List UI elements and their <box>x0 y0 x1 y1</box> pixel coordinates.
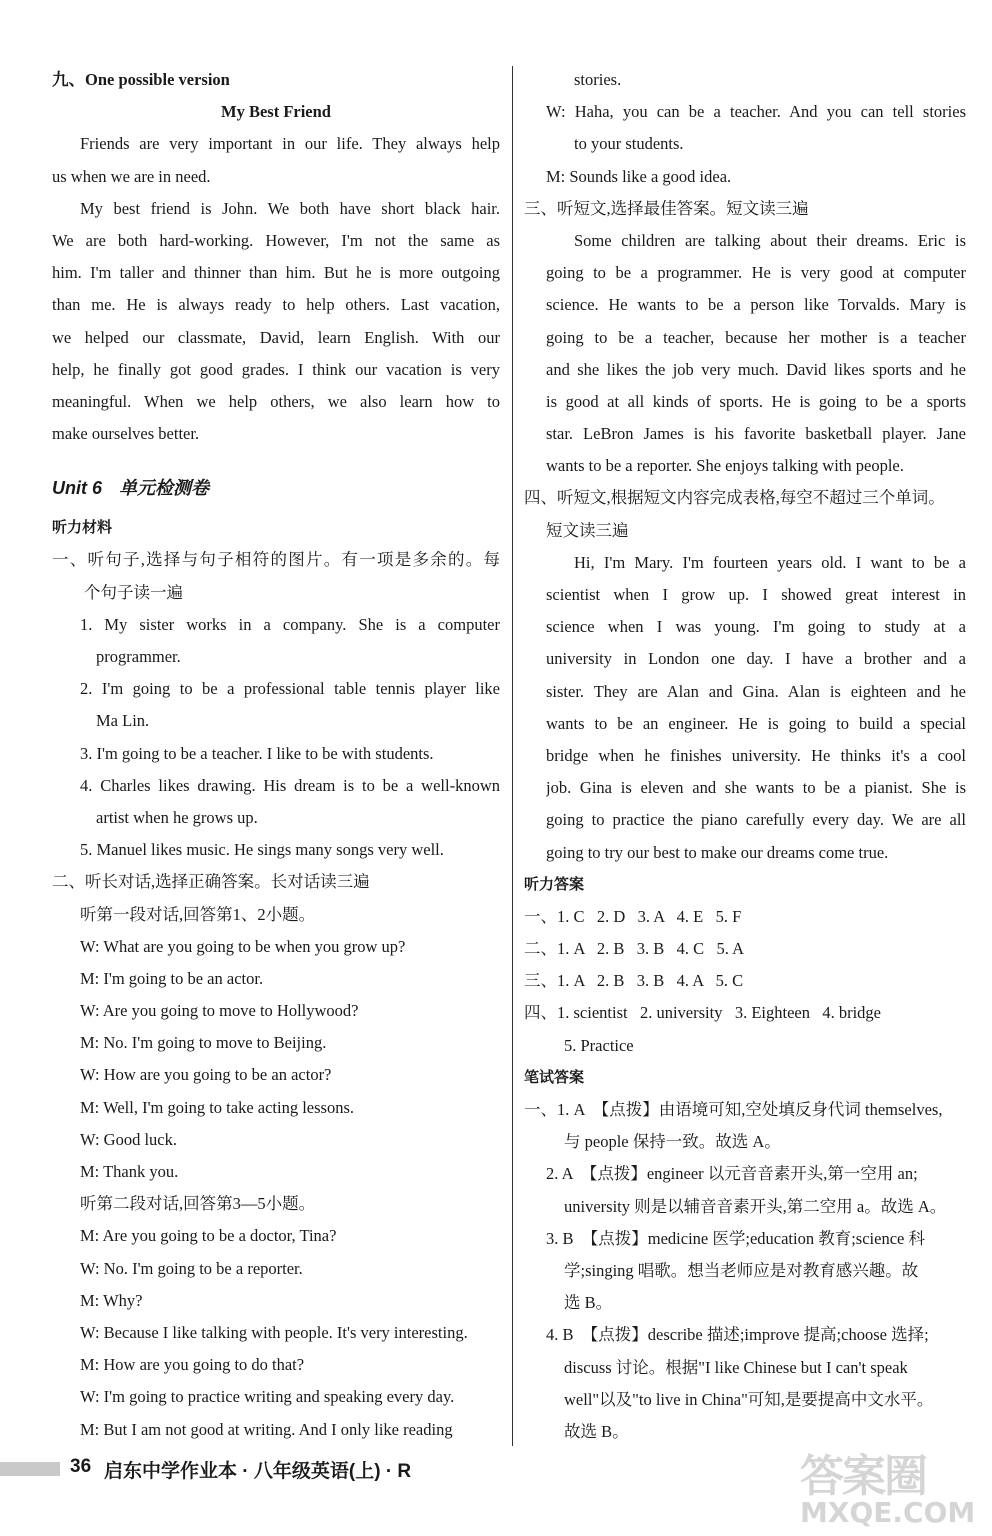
dialog-line: M: Well, I'm going to take acting lessons. <box>80 1097 355 1117</box>
essay-line: than me. He is always ready to help others. Last vacation, <box>52 295 500 315</box>
part-four-heading: 四、听短文,根据短文内容完成表格,每空不超过三个单词。 <box>524 488 945 508</box>
dialog-line: W: Haha, you can be a teacher. And you can tell stories <box>546 102 966 122</box>
dialog-line: stories. <box>574 70 622 89</box>
answer-row: 三、1. A 2. B 3. B 4. A 5. C <box>524 971 744 991</box>
written-answer-line: 一、1. A 【点拨】由语境可知,空处填反身代词 themselves, <box>524 1100 943 1119</box>
part-one-item: 4. Charles likes drawing. His dream is to be a well-known <box>80 775 500 795</box>
part-two-heading: 二、听长对话,选择正确答案。长对话读三遍 <box>52 872 370 892</box>
essay-line: make ourselves better. <box>52 424 200 444</box>
passage-line: Some children are talking about their dreams. Eric is <box>574 230 966 250</box>
written-answer-line: discuss 讨论。根据"I like Chinese but I can't speak <box>564 1357 908 1377</box>
watermark-logo <box>800 1440 980 1530</box>
dialog-line: W: I'm going to practice writing and speaking every day. <box>80 1387 455 1407</box>
written-answer-line: 2. A 【点拨】engineer 以元音音素开头,第一空用 an; <box>546 1164 918 1184</box>
unit-test-label: 单元检测卷 <box>119 478 210 499</box>
passage-line: science. He wants to be a person like Torvalds. Mary is <box>546 295 966 315</box>
listening-material-heading: 听力材料 <box>52 519 113 537</box>
passage-line: going to be a programmer. He is very good at computer <box>546 263 966 283</box>
passage-line: science when I was young. I'm going to study at a <box>546 617 966 637</box>
written-answer-line: 3. B 【点拨】medicine 医学;education 教育;science 科 <box>546 1228 925 1248</box>
essay-line: us when we are in need. <box>52 166 211 186</box>
unit-heading <box>52 464 500 512</box>
part-one-item: 3. I'm going to be a teacher. I like to be with students. <box>80 743 434 763</box>
part-three-heading: 三、听短文,选择最佳答案。短文读三遍 <box>524 198 809 218</box>
answer-row: 四、1. scientist 2. university 3. Eighteen 4. bridge <box>524 1003 881 1023</box>
unit-label: Unit 6 <box>52 478 103 499</box>
watermark-top: 答案圈 <box>800 1451 926 1502</box>
essay-line: help, he finally got good grades. I think our vacation is very <box>52 359 500 379</box>
watermark-bottom: MXQE.COM <box>800 1496 976 1529</box>
essay-title: My Best Friend <box>221 102 331 122</box>
passage-line: is good at all kinds of sports. He is going to be a sports <box>546 391 966 411</box>
part-one-item: programmer. <box>96 647 181 666</box>
dialog-line: M: I'm going to be an actor. <box>80 968 264 988</box>
page-number: 36 <box>70 1456 92 1477</box>
passage-line: sister. They are Alan and Gina. Alan is eighteen and he <box>546 681 966 701</box>
dialog-line: M: Thank you. <box>80 1162 179 1181</box>
passage-line: scientist when I grow up. I showed great interest in <box>546 585 966 604</box>
part-one-heading: 一、听句子,选择与句子相符的图片。有一项是多余的。每 <box>52 550 500 570</box>
written-answer-line: 故选 B。 <box>564 1421 629 1441</box>
dialog-line: M: No. I'm going to move to Beijing. <box>80 1033 327 1053</box>
part-one-item: 2. I'm going to be a professional table tennis player like <box>80 679 500 699</box>
dialog-line: W: No. I'm going to be a reporter. <box>80 1258 303 1278</box>
dialog-line: W: Are you going to move to Hollywood? <box>80 1001 359 1021</box>
part-one-item: 5. Manuel likes music. He sings many songs very well. <box>80 840 444 860</box>
part-one-heading-cont: 个句子读一遍 <box>84 582 183 602</box>
written-answer-line: 4. B 【点拨】describe 描述;improve 提高;choose 选择; <box>546 1325 929 1345</box>
part-one-item: 1. My sister works in a company. She is a computer <box>80 614 500 634</box>
dialog-line: to your students. <box>574 134 684 154</box>
passage-line: job. Gina is eleven and she wants to be a pianist. She is <box>546 778 966 798</box>
left-column <box>52 64 500 1446</box>
written-answer-line: well"以及"to live in China"可知,是要提高中文水平。 <box>564 1389 934 1409</box>
written-answer-line: 与 people 保持一致。故选 A。 <box>564 1132 781 1152</box>
essay-line: Friends are very important in our life. They always help <box>80 134 500 154</box>
dialog-line: W: How are you going to be an actor? <box>80 1065 332 1085</box>
essay-line: We are both hard-working. However, I'm not the same as <box>52 230 500 250</box>
footer-bar <box>0 1462 60 1476</box>
dialog-line: M: Are you going to be a doctor, Tina? <box>80 1226 337 1246</box>
part-one-item: artist when he grows up. <box>96 807 258 827</box>
passage-line: going to try our best to make our dreams come true. <box>546 842 889 862</box>
dialog-line: W: What are you going to be when you grow up? <box>80 936 406 956</box>
column-divider <box>512 66 513 1446</box>
dialog-line: W: Good luck. <box>80 1129 177 1149</box>
essay-line: meaningful. When we help others, we also learn how to <box>52 391 500 411</box>
written-answer-line: university 则是以辅音音素开头,第二空用 a。故选 A。 <box>564 1196 947 1216</box>
passage-line: university in London one day. I have a brother and a <box>546 649 966 669</box>
written-answer-line: 学;singing 唱歌。想当老师应是对教育感兴趣。故 <box>564 1260 919 1280</box>
dialog-one-intro: 听第一段对话,回答第1、2小题。 <box>80 904 316 924</box>
passage-line: and she likes the job very much. David likes sports and he <box>546 359 966 379</box>
dialog-line: W: Because I like talking with people. It's very interesting. <box>80 1322 468 1342</box>
essay-line: him. I'm taller and thinner than him. But he is more outgoing <box>52 263 500 283</box>
section-nine-heading: 九、One possible version <box>52 70 230 89</box>
passage-line: going to be a teacher, because her mother is a teacher <box>546 327 966 347</box>
passage-line: wants to be a reporter. She enjoys talking with people. <box>546 456 904 476</box>
book-title: 启东中学作业本 · 八年级英语(上) · R <box>104 1461 412 1482</box>
passage-line: bridge when he finishes university. He thinks it's a cool <box>546 745 966 765</box>
essay-line: My best friend is John. We both have short black hair. <box>80 198 500 218</box>
dialog-two-intro: 听第二段对话,回答第3—5小题。 <box>80 1194 316 1214</box>
answer-row: 一、1. C 2. D 3. A 4. E 5. F <box>524 906 742 926</box>
written-answers-heading: 笔试答案 <box>524 1068 585 1086</box>
passage-line: star. LeBron James is his favorite basketball player. Jane <box>546 424 966 444</box>
passage-line: going to practice the piano carefully every day. We are all <box>546 810 966 830</box>
answer-row: 5. Practice <box>564 1035 634 1055</box>
part-one-item: Ma Lin. <box>96 711 150 731</box>
passage-line: wants to be an engineer. He is going to build a special <box>546 713 966 733</box>
dialog-line: M: How are you going to do that? <box>80 1355 305 1375</box>
answer-row: 二、1. A 2. B 3. B 4. C 5. A <box>524 939 745 959</box>
dialog-line: M: Why? <box>80 1290 143 1310</box>
part-four-heading-cont: 短文读三遍 <box>546 520 629 540</box>
page-footer <box>0 1456 700 1484</box>
listening-answers-heading: 听力答案 <box>524 875 585 893</box>
dialog-line: M: Sounds like a good idea. <box>546 166 732 186</box>
passage-line: Hi, I'm Mary. I'm fourteen years old. I want to be a <box>574 552 966 572</box>
dialog-line: M: But I am not good at writing. And I only like reading <box>80 1419 453 1439</box>
essay-line: we helped our classmate, David, learn English. With our <box>52 327 500 347</box>
right-column <box>524 64 966 1448</box>
written-answer-line: 选 B。 <box>564 1293 613 1313</box>
